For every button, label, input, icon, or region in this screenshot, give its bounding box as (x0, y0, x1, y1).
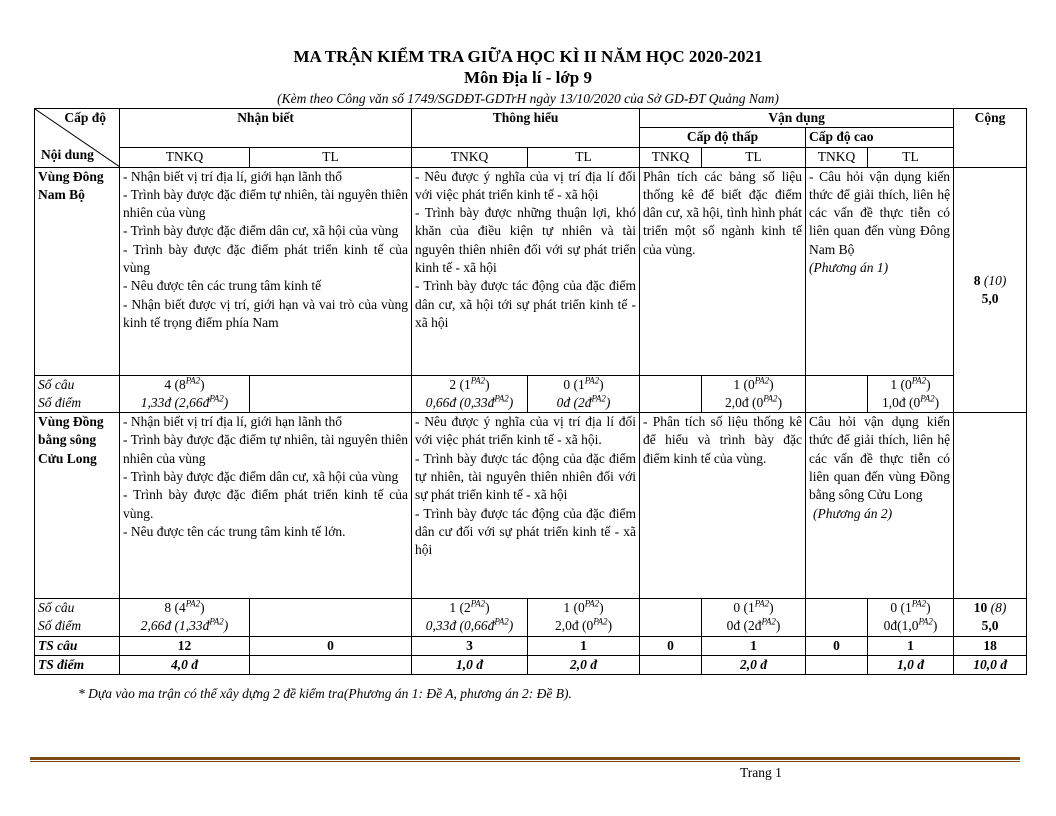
option-label: (Phương án 2) (813, 505, 893, 521)
header-cap-do-cao: Cấp độ cao (806, 128, 954, 148)
list-item: - Trình bày được đặc điểm dân cư, xã hội của vùng (123, 469, 399, 485)
total-cau-cell: 1 (528, 636, 640, 655)
list-item: - Trình bày được tác động của đặc điểm tự nhiên, tài nguyên thiên nhiên đối với sự phát triển kinh tế - xã hội (415, 450, 637, 503)
header-nb-tl: TL (250, 148, 412, 167)
score: 0đ(1,0 (883, 618, 919, 634)
score: 0đ (2đ (556, 394, 592, 410)
pa2-sup: PA2 (911, 375, 927, 386)
pa2-sup: PA2 (591, 393, 606, 404)
cong-count: 8 (973, 272, 981, 288)
total-cau-cell: 0 (250, 636, 412, 655)
footer-rule-thin (30, 761, 1020, 762)
pa2-sup: PA2 (209, 616, 224, 627)
header-th-tl: TL (528, 148, 640, 167)
exam-matrix-table (34, 108, 1027, 675)
pa2-sup: PA2 (918, 616, 933, 627)
vt-tnkq-dbscl (640, 599, 702, 637)
count: 1 (2 (449, 600, 471, 616)
vc-content-dnb (806, 167, 954, 375)
page-number: Trang 1 (740, 765, 782, 780)
nb-content-dbscl (120, 413, 412, 599)
total-diem-cell: 1,0 đ (868, 656, 954, 675)
total-cau-cell: 0 (640, 636, 702, 655)
th-tnkq-dnb: 2 $(1^{PA2})$ 0,66đ $(0,33đ^{PA2})$ (412, 375, 528, 413)
pa2-sup: PA2 (470, 375, 486, 386)
pa2-sup: PA2 (584, 375, 600, 386)
list-item: - Trình bày được đặc điểm tự nhiên, tài nguyên thiên nhiên của vùng (123, 186, 409, 221)
total-diem-cell (640, 656, 702, 675)
list-item: - Trình bày được tác động của đặc điểm dân cư, xã hội tới sự phát triển kinh tế - xã hội (415, 278, 637, 330)
total-diem-cell: 4,0 đ (120, 656, 250, 675)
vt-tl-dnb: 1 $(0^{PA2})$ 2,0đ $(0^{PA2})$ (702, 375, 806, 413)
th-tl-dbscl: 1 $(0^{PA2})$ 2,0đ $(0^{PA2})$ (528, 599, 640, 637)
pa2-sup: PA2 (209, 393, 224, 404)
total-diem-cell (806, 656, 868, 675)
pa2-sup: PA2 (584, 598, 600, 609)
list-item: - Trình bày được những thuận lợi, khó khăn của điều kiện tự nhiên và tài nguyên thiên nhiên đối với sự phát triển kinh tế - xã hội (415, 205, 637, 276)
labels-dbscl (35, 599, 120, 637)
list-item: - Câu hỏi vận dụng kiến thức để giải thích, liên hệ các vấn đề thực tiễn có liên quan đến vùng Đông Nam Bộ (809, 168, 951, 257)
score: 0,66đ (0,33đ (425, 394, 495, 410)
score: 0đ (2đ (726, 618, 762, 634)
header-vc-tl: TL (868, 148, 954, 167)
pa2-sup: PA2 (920, 393, 935, 404)
list-item: - Trình bày được tác động của đặc điểm dân cư đối với sự phát triển kinh tế - xã hội (415, 505, 637, 558)
total-diem-cell: 10,0 đ (954, 656, 1027, 675)
cong-dbscl (954, 599, 1027, 637)
count: 8 (4 (164, 600, 186, 616)
header-vc-tnkq: TNKQ (806, 148, 868, 167)
pa2-sup: PA2 (911, 598, 927, 609)
nb-tl-dnb (250, 375, 412, 413)
list-item: - Nhận biết vị trí địa lí, giới hạn lãnh thổ (123, 168, 342, 184)
th-content-dnb (412, 167, 640, 375)
cong-dnb (954, 167, 1027, 413)
label-so-cau: Số câu (38, 600, 75, 616)
vc-tl-dnb: 1 $(0^{PA2})$ 1,0đ $(0^{PA2})$ (868, 375, 954, 413)
header-vt-tl: TL (702, 148, 806, 167)
th-tnkq-dbscl: 1 $(2^{PA2})$ 0,33đ $(0,66đ^{PA2})$ (412, 599, 528, 637)
total-diem-cell: 2,0 đ (528, 656, 640, 675)
list-item: - Nêu được tên các trung tâm kinh tế (123, 278, 322, 294)
cong-count: 10 (973, 600, 988, 616)
score: 1,0đ (0 (881, 394, 921, 410)
vc-content-dbscl (806, 413, 954, 599)
score: 2,0đ (0 (554, 618, 594, 634)
header-th-tnkq: TNKQ (412, 148, 528, 167)
pa2-sup: PA2 (761, 616, 776, 627)
cong-dbscl-empty (954, 413, 1027, 599)
pa2-sup: PA2 (185, 598, 201, 609)
score: 2,0đ (0 (724, 394, 764, 410)
labels-dnb (35, 375, 120, 413)
count: 1 (0 (890, 376, 912, 392)
header-nhan-biet: Nhận biết (120, 109, 412, 148)
count: 2 (1 (449, 376, 471, 392)
list-item: - Nêu được tên các trung tâm kinh tế lớn. (123, 523, 346, 539)
score: 2,66đ (1,33đ (140, 618, 210, 634)
vc-tl-dbscl: 0 $(1^{PA2})$ $0đ(1,0^{PA2})$ (868, 599, 954, 637)
vt-tl-dbscl: 0 $(1^{PA2})$ 0đ $(2đ^{PA2})$ (702, 599, 806, 637)
count: 0 (1 (563, 376, 585, 392)
footnote: * Dựa vào ma trận có thể xây dựng 2 đề kiểm tra(Phương án 1: Đề A, phương án 2: Đề B). (78, 686, 572, 701)
th-tl-dnb: 0 $(1^{PA2})$ 0đ $(2đ^{PA2})$ (528, 375, 640, 413)
pa2-sup: PA2 (470, 598, 486, 609)
pa2-sup: PA2 (494, 616, 509, 627)
list-item: - Trình bày được đặc điểm dân cư, xã hội của vùng (123, 223, 399, 239)
header-cap-do-thap: Cấp độ thấp (640, 128, 806, 148)
pa2-sup: PA2 (754, 598, 770, 609)
count: 1 (0 (563, 600, 585, 616)
header-van-dung: Vận dụng (640, 109, 954, 128)
total-diem-cell: 1,0 đ (412, 656, 528, 675)
count: 0 (1 (890, 600, 912, 616)
vc-tnkq-dbscl (806, 599, 868, 637)
label-so-diem: Số điểm (38, 394, 82, 410)
score: 1,33đ (2,66đ (140, 394, 210, 410)
list-item: - Nêu được ý nghĩa của vị trí địa lí đối với việc phát triển kinh tế - xã hội. (415, 414, 637, 448)
cong-score: 5,0 (981, 290, 999, 306)
corner-label-content: Nội dung (41, 147, 94, 163)
header-cong: Cộng (954, 109, 1027, 168)
list-item: - Trình bày được đặc điểm phát triển kinh tế của vùng (123, 241, 409, 276)
score: 0,33đ (0,66đ (425, 618, 495, 634)
count: 4 (8 (164, 376, 186, 392)
total-cau-cell: 18 (954, 636, 1027, 655)
total-diem-cell (250, 656, 412, 675)
cong-score: 5,0 (981, 618, 999, 634)
pa2-sup: PA2 (763, 393, 778, 404)
header-vt-tnkq: TNKQ (640, 148, 702, 167)
total-cau-cell: 1 (868, 636, 954, 655)
list-item: - Nhận biết được vị trí, giới hạn và vai trò của vùng kinh tế trọng điểm phía Nam (123, 296, 409, 330)
vt-content-dbscl: - Phân tích số liệu thống kê để hiểu và trình bày đặc điểm kinh tế của vùng. (640, 413, 806, 599)
pa2-sup: PA2 (185, 375, 201, 386)
corner-label-level: Cấp độ (64, 110, 106, 125)
label-so-cau: Số câu (38, 376, 75, 392)
option-label: (Phương án 1) (809, 260, 889, 276)
label-ts-cau: TS câu (35, 636, 120, 655)
cong-count-alt: (10) (983, 272, 1007, 288)
header-thong-hieu: Thông hiểu (412, 109, 640, 148)
pa2-sup: PA2 (593, 616, 608, 627)
document-title: MA TRẬN KIỂM TRA GIỮA HỌC KÌ II NĂM HỌC 2020-2021 (293, 47, 763, 66)
pa2-sup: PA2 (494, 393, 509, 404)
total-cau-cell: 3 (412, 636, 528, 655)
cong-count-alt: (8) (990, 600, 1007, 616)
topic-dbscl: Vùng Đồng bằng sông Cửu Long (35, 413, 120, 599)
nb-content-dnb (120, 167, 412, 375)
topic-dong-nam-bo: Vùng Đông Nam Bộ (35, 167, 120, 375)
pa2-sup: PA2 (754, 375, 770, 386)
nb-tl-dbscl (250, 599, 412, 637)
corner-header-cell (35, 109, 120, 168)
vc-tnkq-dnb (806, 375, 868, 413)
label-ts-diem: TS điểm (35, 656, 120, 675)
vt-tnkq-dnb (640, 375, 702, 413)
vt-content-dnb: Phân tích các bảng số liệu thống kê để biết đặc điểm dân cư, xã hội, tình hình phát triển một số ngành kinh tế của vùng. (640, 167, 806, 375)
footer-rule (30, 757, 1020, 760)
nb-tnkq-dbscl: 8 $(4^{PA2})$ 2,66đ $(1,33đ^{PA2})$ (120, 599, 250, 637)
list-item: - Trình bày được đặc điểm tự nhiên, tài nguyên thiên nhiên của vùng (123, 432, 409, 466)
list-item: - Nhận biết vị trí địa lí, giới hạn lãnh thổ (123, 414, 342, 430)
total-cau-cell: 12 (120, 636, 250, 655)
total-cau-cell: 1 (702, 636, 806, 655)
total-diem-cell: 2,0 đ (702, 656, 806, 675)
document-subtitle: Môn Địa lí - lớp 9 (464, 68, 592, 87)
total-cau-cell: 0 (806, 636, 868, 655)
list-item: - Trình bày được đặc điểm phát triển kinh tế của vùng. (123, 487, 409, 521)
list-item: - Nêu được ý nghĩa của vị trí địa lí đối với việc phát triển kinh tế - xã hội (415, 168, 637, 202)
count: 0 (1 (733, 600, 755, 616)
header-nb-tnkq: TNKQ (120, 148, 250, 167)
document-reference: (Kèm theo Công văn số 1749/SGDĐT-GDTrH ngày 13/10/2020 của Sở GD-ĐT Quảng Nam) (277, 91, 779, 106)
label-so-diem: Số điểm (38, 618, 82, 634)
list-item: Câu hỏi vận dụng kiến thức để giải thích, liên hệ các vấn đề thực tiễn có liên quan đến vùng Đồng bằng sông Cửu Long (809, 414, 951, 503)
count: 1 (0 (733, 376, 755, 392)
nb-tnkq-dnb: 4 $(8^{PA2})$ 1,33đ $(2,66đ^{PA2})$ (120, 375, 250, 413)
th-content-dbscl (412, 413, 640, 599)
